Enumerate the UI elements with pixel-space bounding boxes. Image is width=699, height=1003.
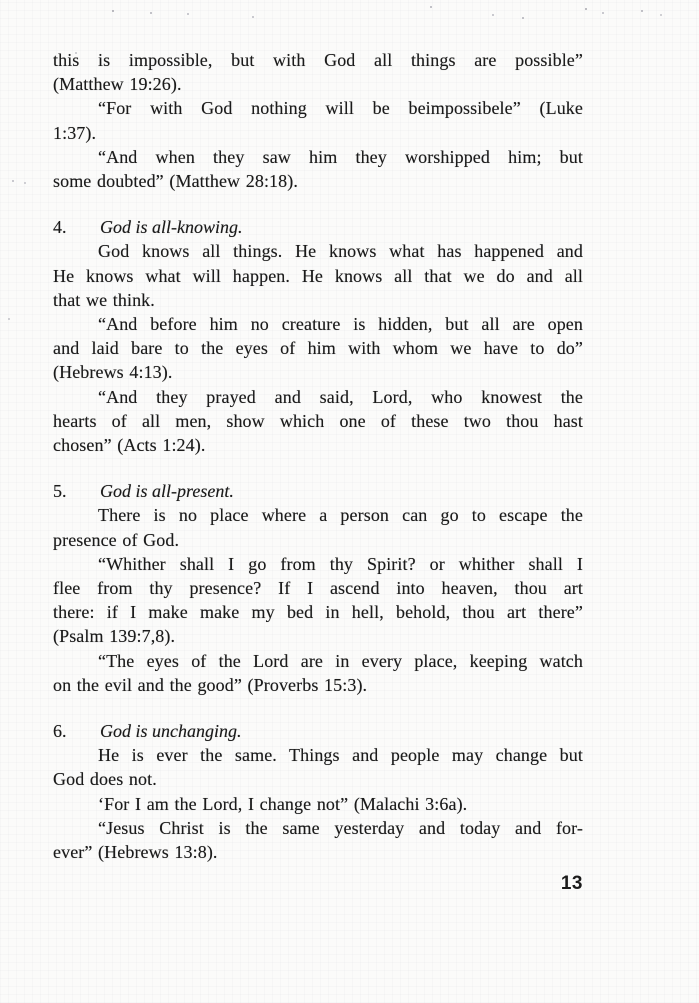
text-line: “The eyes of the Lord are in every place, keeping watch <box>98 650 583 671</box>
text-line: chosen” (Acts 1:24). <box>53 435 206 456</box>
page-number: 13 <box>560 873 583 895</box>
section-title: God is unchanging. <box>100 721 242 742</box>
scan-speck-artifacts <box>0 0 2 2</box>
paragraph <box>53 816 583 864</box>
paragraph <box>53 239 583 312</box>
section-number: 5. <box>53 481 67 502</box>
section-number: 4. <box>53 217 67 238</box>
text-line: There is no place where a person can go to escape the <box>98 505 583 526</box>
section-title: God is all-knowing. <box>100 217 243 238</box>
text-line: on the evil and the good” (Proverbs 15:3). <box>53 674 368 695</box>
text-line: 1:37). <box>53 122 97 143</box>
text-line: hearts of all men, show which one of these two thou hast <box>53 410 583 431</box>
text-column <box>53 48 583 895</box>
text-line: “And they prayed and said, Lord, who knowest the <box>98 386 583 407</box>
section-heading <box>53 719 583 743</box>
text-line: (Hebrews 4:13). <box>53 362 173 383</box>
paragraph <box>53 649 583 697</box>
text-line: “Whither shall I go from thy Spirit? or whither shall I <box>98 553 583 574</box>
text-line: flee from thy presence? If I ascend into heaven, thou art <box>53 578 583 599</box>
text-line: “And when they saw him they worshipped him; but <box>98 146 583 167</box>
section-heading <box>53 215 583 239</box>
section-title: God is all-present. <box>100 481 234 502</box>
text-line: presence of God. <box>53 529 180 550</box>
text-line: some doubted” (Matthew 28:18). <box>53 171 298 192</box>
text-line: “And before him no creature is hidden, but all are open <box>98 314 583 335</box>
paragraph <box>53 312 583 385</box>
paragraph <box>53 48 583 96</box>
text-line: ever” (Hebrews 13:8). <box>53 842 218 863</box>
text-line: God does not. <box>53 769 157 790</box>
paragraph <box>53 96 583 144</box>
paragraph <box>53 792 583 816</box>
text-line: ‘For I am the Lord, I change not” (Malachi 3:6a). <box>98 793 468 814</box>
text-line: there: if I make make my bed in hell, behold, thou art there” <box>53 602 583 623</box>
text-line: (Psalm 139:7,8). <box>53 626 176 647</box>
paragraph <box>53 552 583 649</box>
text-line: this is impossible, but with God all things are possible” <box>53 50 583 70</box>
text-line: God knows all things. He knows what has happened and <box>98 241 583 262</box>
paragraph <box>53 385 583 458</box>
text-line: He is ever the same. Things and people may change but <box>98 745 583 766</box>
text-line: “For with God nothing will be beimpossibele” (Luke <box>98 98 583 119</box>
text-line: He knows what will happen. He knows all that we do and all <box>53 265 583 286</box>
section-heading <box>53 479 583 503</box>
section-number: 6. <box>53 721 67 742</box>
text-line: “Jesus Christ is the same yesterday and today and for- <box>98 817 583 838</box>
paragraph <box>53 503 583 551</box>
paragraph <box>53 743 583 791</box>
text-line: and laid bare to the eyes of him with whom we have to do” <box>53 338 583 359</box>
text-line: that we think. <box>53 289 155 310</box>
text-line: (Matthew 19:26). <box>53 74 182 95</box>
paragraph <box>53 145 583 193</box>
